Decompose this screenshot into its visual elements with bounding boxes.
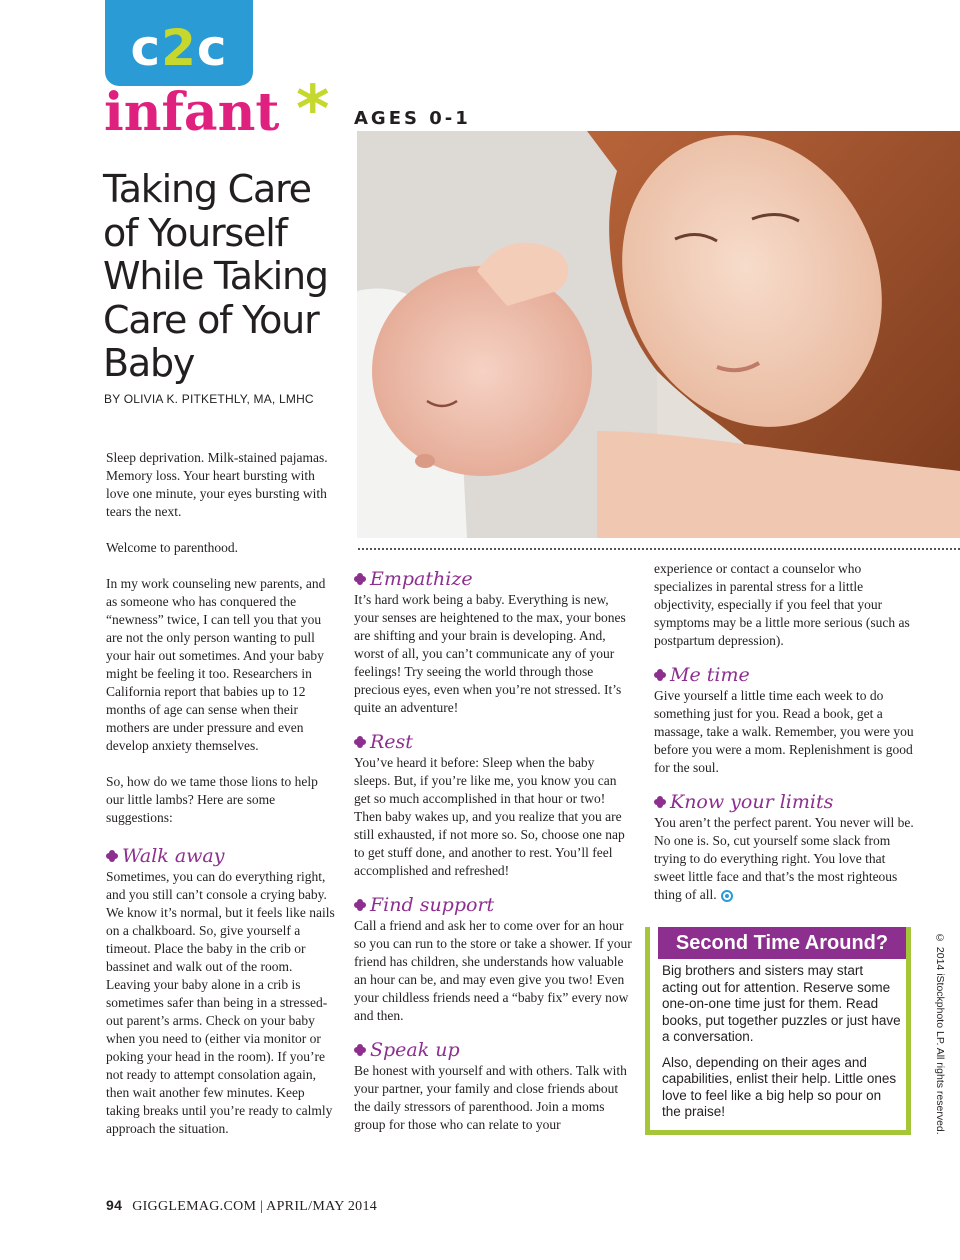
sidebar-title: Second Time Around? bbox=[658, 927, 906, 959]
tip-title: Know your limits bbox=[670, 791, 834, 813]
tip-text: Sometimes, you can do everything right, and you still can’t console a crying baby. We know it’s normal, but it feels like nails on a chalkboard. So, give yourself a timeout. Place the baby in the crib or bassinet and walk out of the room. Leaving your baby alone in a crib is sometimes safer than being in a stressed-out parent’s arms. Check on your baby when you need to (either via monitor or poking your head in the room). If you’re not ready to attempt consolation again, then wait another few minutes. Keep taking breaks until you’re ready to calmly approach the situation. bbox=[106, 869, 335, 1136]
headline-line: Baby bbox=[103, 341, 195, 385]
logo-c-right: c bbox=[196, 19, 228, 77]
tip-title: Me time bbox=[670, 664, 750, 686]
flower-bullet-icon bbox=[354, 1044, 366, 1056]
headline-line: Taking Care bbox=[103, 167, 311, 211]
flower-bullet-icon bbox=[654, 669, 666, 681]
flower-bullet-icon bbox=[654, 796, 666, 808]
tip-find-support bbox=[354, 894, 634, 1025]
age-range-label: AGES 0-1 bbox=[354, 108, 471, 129]
tip-heading bbox=[354, 568, 634, 590]
article-column-1 bbox=[106, 449, 336, 1152]
photo-credit: © 2014 iStockphoto LP. All rights reserved. bbox=[934, 932, 946, 1135]
photo-illustration bbox=[357, 131, 960, 538]
section-title: infant bbox=[104, 82, 280, 143]
tip-continued bbox=[654, 560, 916, 650]
sidebar-box bbox=[645, 927, 911, 1135]
tip-title: Walk away bbox=[122, 845, 225, 867]
tip-text-wrapper bbox=[654, 814, 916, 904]
tip-heading bbox=[654, 664, 916, 686]
tip-text: Call a friend and ask her to come over for an hour so you can run to the store or take a shower. If your friend has children, she understands how valuable an hour can be, and may even give you two! Even your childless friends need a “baby fix” every now and then. bbox=[354, 918, 632, 1023]
tip-heading bbox=[654, 791, 916, 813]
tip-walk-away bbox=[106, 845, 336, 1138]
dotted-divider bbox=[358, 548, 960, 550]
byline: BY OLIVIA K. PITKETHLY, MA, LMHC bbox=[104, 392, 314, 406]
tip-text: Give yourself a little time each week to do something just for you. Read a book, get a massage, take a walk. Remember, you were you before you were a mom. Replenishment is good for the soul. bbox=[654, 688, 914, 775]
tip-me-time bbox=[654, 664, 916, 777]
tip-heading bbox=[354, 731, 634, 753]
logo-c-left: c bbox=[130, 19, 162, 77]
mother-and-baby-photo bbox=[357, 131, 960, 538]
tip-speak-up bbox=[354, 1039, 634, 1134]
intro-paragraph: So, how do we tame those lions to help our little lambs? Here are some suggestions: bbox=[106, 774, 318, 825]
tip-title: Speak up bbox=[370, 1039, 460, 1061]
logo-2: 2 bbox=[161, 19, 197, 77]
intro-paragraph: In my work counseling new parents, and as someone who has conquered the “newness” twice, I can tell you that you are not the only person wanting to pull your hair out sometimes. And your baby might be feeling it too. Researchers in California report that babies up to 12 months of age can sense when their mothers are under pressure and even develop anxiety themselves. bbox=[106, 576, 326, 753]
tip-text: experience or contact a counselor who specializes in parental stress for a little objectivity, especially if you feel that your symptoms may be a little more serious (such as postpartum depression). bbox=[654, 561, 910, 648]
sidebar-paragraph: Also, depending on their ages and capabilities, enlist their help. Little ones love to feel like a big help so pour on the praise! bbox=[662, 1054, 897, 1119]
flower-bullet-icon bbox=[354, 573, 366, 585]
headline-line: of Yourself bbox=[103, 210, 287, 255]
asterisk-icon: * bbox=[296, 73, 330, 147]
end-mark-icon bbox=[721, 890, 733, 902]
intro-paragraph: Welcome to parenthood. bbox=[106, 540, 238, 555]
tip-title: Find support bbox=[370, 894, 495, 916]
article-column-2 bbox=[354, 568, 634, 1148]
article-headline bbox=[103, 168, 363, 386]
tip-heading bbox=[106, 845, 336, 867]
tip-rest bbox=[354, 731, 634, 880]
tip-heading bbox=[354, 894, 634, 916]
tip-title: Rest bbox=[370, 731, 413, 753]
sidebar-paragraph: Big brothers and sisters may start acting out for attention. Reserve some one-on-one time just for them. Read books, put together puzzles or just have a conversation. bbox=[662, 963, 901, 1044]
flower-bullet-icon bbox=[354, 736, 366, 748]
publication-info: GIGGLEMAG.COM | APRIL/MAY 2014 bbox=[132, 1199, 378, 1214]
tip-title: Empathize bbox=[370, 568, 473, 590]
tip-know-your-limits bbox=[654, 791, 916, 904]
flower-bullet-icon bbox=[354, 899, 366, 911]
page-footer bbox=[106, 1197, 377, 1215]
tip-text: You’ve heard it before: Sleep when the baby sleeps. But, if you’re like me, you know you can get so much accomplished in that hour or two! Then baby wakes up, and you realize that you are still exhausted, if not more so. So, choose one nap to get stuff done, and another to rest. You’ll feel accomplished and refreshed! bbox=[354, 755, 625, 878]
headline-line: Care of Your bbox=[103, 297, 319, 342]
article-column-3 bbox=[654, 561, 916, 918]
flower-bullet-icon bbox=[106, 850, 118, 862]
page-number: 94 bbox=[106, 1197, 123, 1213]
tip-text: You aren’t the perfect parent. You never will be. No one is. So, cut yourself some slack from trying to do everything right. You love that sweet little face and that’s the most righteous thing of all. bbox=[654, 815, 914, 902]
intro-paragraph: Sleep deprivation. Milk-stained pajamas. Memory loss. Your heart bursting with love one minute, your eyes bursting with tears the next. bbox=[106, 450, 328, 519]
tip-heading bbox=[354, 1039, 634, 1061]
tip-text: Be honest with yourself and with others. Talk with your partner, your family and close friends about the daily stressors of parenthood. Join a moms group for those who can relate to your bbox=[354, 1063, 627, 1132]
tip-empathize bbox=[354, 568, 634, 717]
c2c-logo bbox=[105, 0, 253, 86]
headline-line: While Taking bbox=[103, 254, 328, 298]
tip-text: It’s hard work being a baby. Everything is new, your senses are heightened to the max, your bones are shifting and your brain is developing. And, worst of all, you can’t communicate any of your feelings! Try seeing the world through those precious eyes, even when you’re not stressed. It’s quite an adventure! bbox=[354, 592, 626, 715]
sidebar-body bbox=[662, 963, 902, 1130]
